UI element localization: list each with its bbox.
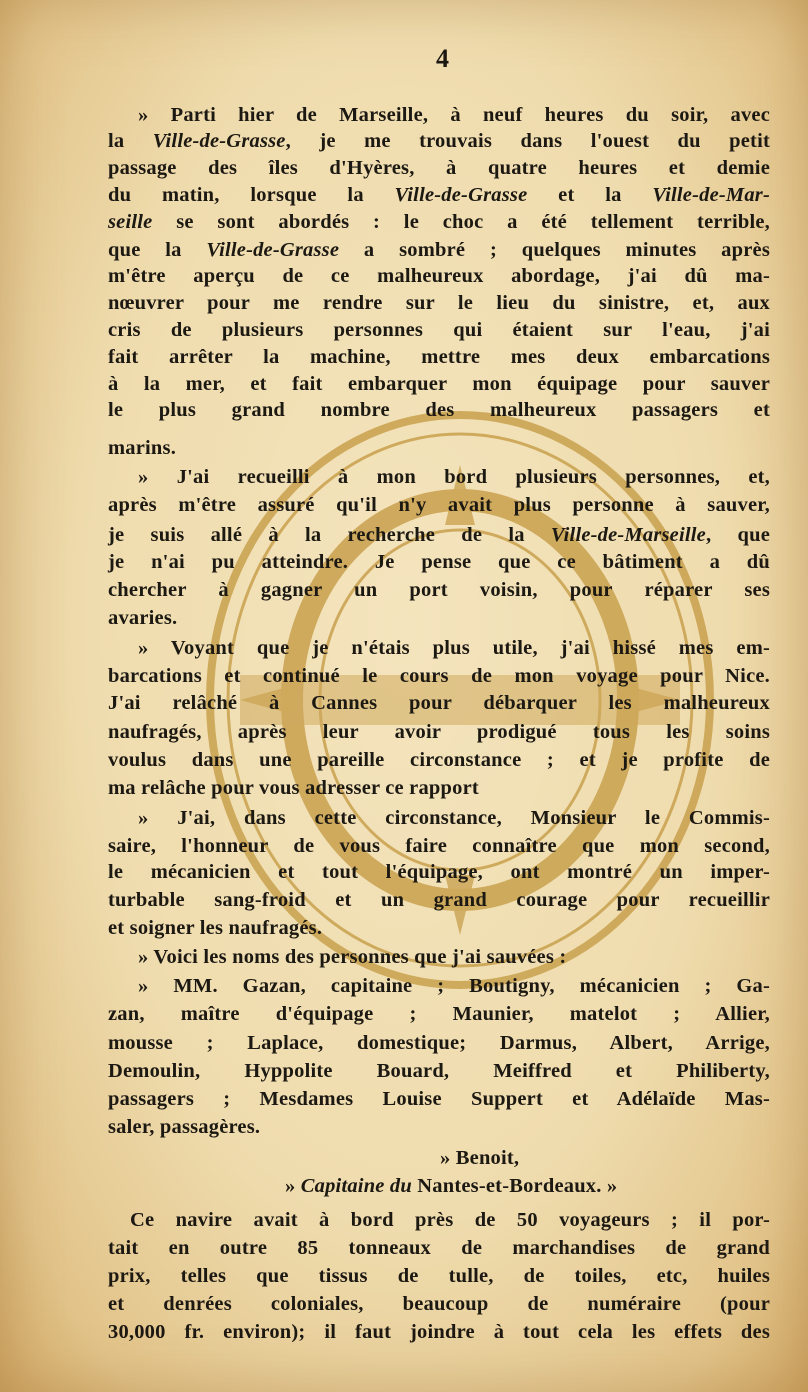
text-line (108, 915, 770, 941)
text-segment: Ce navire avait à bord près de 50 voyageurs ; il por- (130, 1209, 770, 1231)
italic-text-segment: Ville-de-Mar- (652, 184, 770, 206)
text-line (108, 492, 770, 518)
text-line (108, 128, 770, 154)
page-number: 4 (436, 44, 449, 73)
text-segment: fait arrêter la machine, mettre mes deux embarcations (108, 346, 770, 368)
text-segment: tait en outre 85 tonneaux de marchandises de grand (108, 1237, 770, 1259)
text-segment: barcations et continué le cours de mon voyage pour Nice. (108, 665, 770, 687)
text-line (108, 1319, 770, 1345)
text-segment: passage des îles d'Hyères, à quatre heures et demie (108, 157, 770, 179)
text-segment: saire, l'honneur de vous faire connaître que mon second, (108, 835, 770, 857)
text-line (108, 371, 770, 397)
text-segment: je n'ai pu atteindre. Je pense que ce bâtiment a dû (108, 551, 770, 573)
text-segment: 30,000 fr. environ); il faut joindre à tout cela les effets des (108, 1321, 770, 1343)
italic-text-segment: Ville-de-Grasse (206, 239, 340, 261)
text-segment: du matin, lorsque la (108, 184, 395, 206)
text-segment: , je me trouvais dans l'ouest du petit (285, 130, 771, 152)
text-segment: Nantes-et-Bordeaux. » (411, 1175, 618, 1197)
text-line (108, 1114, 770, 1140)
text-segment: » Voyant que je n'étais plus utile, j'ai hissé mes em- (138, 637, 770, 659)
text-line (108, 605, 770, 631)
text-segment: » Parti hier de Marseille, à neuf heures du soir, avec (138, 104, 770, 126)
text-line (108, 317, 770, 343)
italic-text-segment: Ville-de-Grasse (394, 184, 528, 206)
text-segment: et soigner les naufragés. (108, 917, 323, 939)
text-segment: avaries. (108, 607, 178, 629)
text-segment: nœuvrer pour me rendre sur le lieu du sinistre, et, aux (108, 292, 770, 314)
text-segment: J'ai relâché à Cannes pour débarquer les malheureux (108, 692, 770, 714)
text-line (108, 577, 770, 603)
text-segment: je suis allé à la recherche de la (108, 524, 551, 546)
text-line (108, 663, 770, 689)
text-segment: a sombré ; quelques minutes après (339, 239, 771, 261)
text-segment: turbable sang-froid et un grand courage pour recueillir (108, 889, 770, 911)
text-line (138, 973, 770, 999)
italic-text-segment: Ville-de-Marseille (550, 524, 706, 546)
text-segment: chercher à gagner un port voisin, pour réparer ses (108, 579, 770, 601)
text-segment: passagers ; Mesdames Louise Suppert et Adélaïde Mas- (108, 1088, 770, 1110)
text-line (138, 805, 770, 831)
text-line (108, 209, 770, 235)
text-line (108, 719, 770, 745)
text-segment: prix, telles que tissus de tulle, de toiles, etc, huiles (108, 1265, 770, 1287)
text-line (108, 435, 770, 461)
text-segment: après m'être assuré qu'il n'y avait plus personne à sauver, (108, 494, 770, 516)
text-segment: le plus grand nombre des malheureux passagers et (108, 399, 770, 421)
text-line (440, 1145, 770, 1171)
text-line (138, 102, 770, 128)
text-line (138, 944, 770, 970)
text-line (138, 635, 770, 661)
text-line (108, 263, 770, 289)
italic-text-segment: Capitaine du (300, 1175, 412, 1197)
text-line (108, 1291, 770, 1317)
text-segment: m'être aperçu de ce malheureux abordage, j'ai dû ma- (108, 265, 770, 287)
text-segment: » MM. Gazan, capitaine ; Boutigny, mécanicien ; Ga- (138, 975, 770, 997)
text-segment: se sont abordés : le choc a été tellement terrible, (152, 211, 770, 233)
text-line (108, 775, 770, 801)
text-segment: » J'ai recueilli à mon bord plusieurs personnes, et, (138, 466, 770, 488)
text-segment: marins. (108, 437, 177, 459)
text-line (108, 859, 770, 885)
text-line (108, 1058, 770, 1084)
text-line (108, 1030, 770, 1056)
text-line (108, 522, 770, 548)
text-line (108, 887, 770, 913)
text-line (108, 1086, 770, 1112)
text-segment: et la (527, 184, 653, 206)
text-line (108, 182, 770, 208)
text-segment: que la (108, 239, 207, 261)
text-line (108, 1235, 770, 1261)
text-line (130, 1207, 770, 1233)
text-line (108, 747, 770, 773)
text-segment: , que (705, 524, 770, 546)
text-line (285, 1173, 770, 1199)
text-segment: et denrées coloniales, beaucoup de numéraire (pour (108, 1293, 770, 1315)
text-line (108, 155, 770, 181)
text-line (138, 464, 770, 490)
text-segment: mousse ; Laplace, domestique; Darmus, Albert, Arrige, (108, 1032, 770, 1054)
text-line (108, 833, 770, 859)
text-line (108, 690, 770, 716)
text-segment: saler, passagères. (108, 1116, 261, 1138)
text-segment: » (285, 1175, 301, 1197)
text-segment: cris de plusieurs personnes qui étaient sur l'eau, j'ai (108, 319, 770, 341)
text-segment: naufragés, après leur avoir prodigué tous les soins (108, 721, 770, 743)
italic-text-segment: seille (108, 211, 153, 233)
italic-text-segment: Ville-de-Grasse (152, 130, 286, 152)
text-line (108, 290, 770, 316)
text-segment: zan, maître d'équipage ; Maunier, matelot ; Allier, (108, 1003, 770, 1025)
text-line (108, 1001, 770, 1027)
text-segment: voulus dans une pareille circonstance ; et je profite de (108, 749, 770, 771)
text-line (108, 1263, 770, 1289)
text-line (108, 397, 770, 423)
text-segment: » Voici les noms des personnes que j'ai sauvées : (138, 946, 567, 968)
text-segment: ma relâche pour vous adresser ce rapport (108, 777, 479, 799)
text-line (108, 237, 770, 263)
text-segment: Demoulin, Hyppolite Bouard, Meiffred et Philiberty, (108, 1060, 770, 1082)
text-line (108, 549, 770, 575)
text-segment: à la mer, et fait embarquer mon équipage pour sauver (108, 373, 770, 395)
text-segment: la (108, 130, 153, 152)
text-segment: le mécanicien et tout l'équipage, ont montré un imper- (108, 861, 770, 883)
text-line (108, 344, 770, 370)
text-segment: » Benoit, (440, 1147, 520, 1169)
text-segment: » J'ai, dans cette circonstance, Monsieur le Commis- (138, 807, 770, 829)
